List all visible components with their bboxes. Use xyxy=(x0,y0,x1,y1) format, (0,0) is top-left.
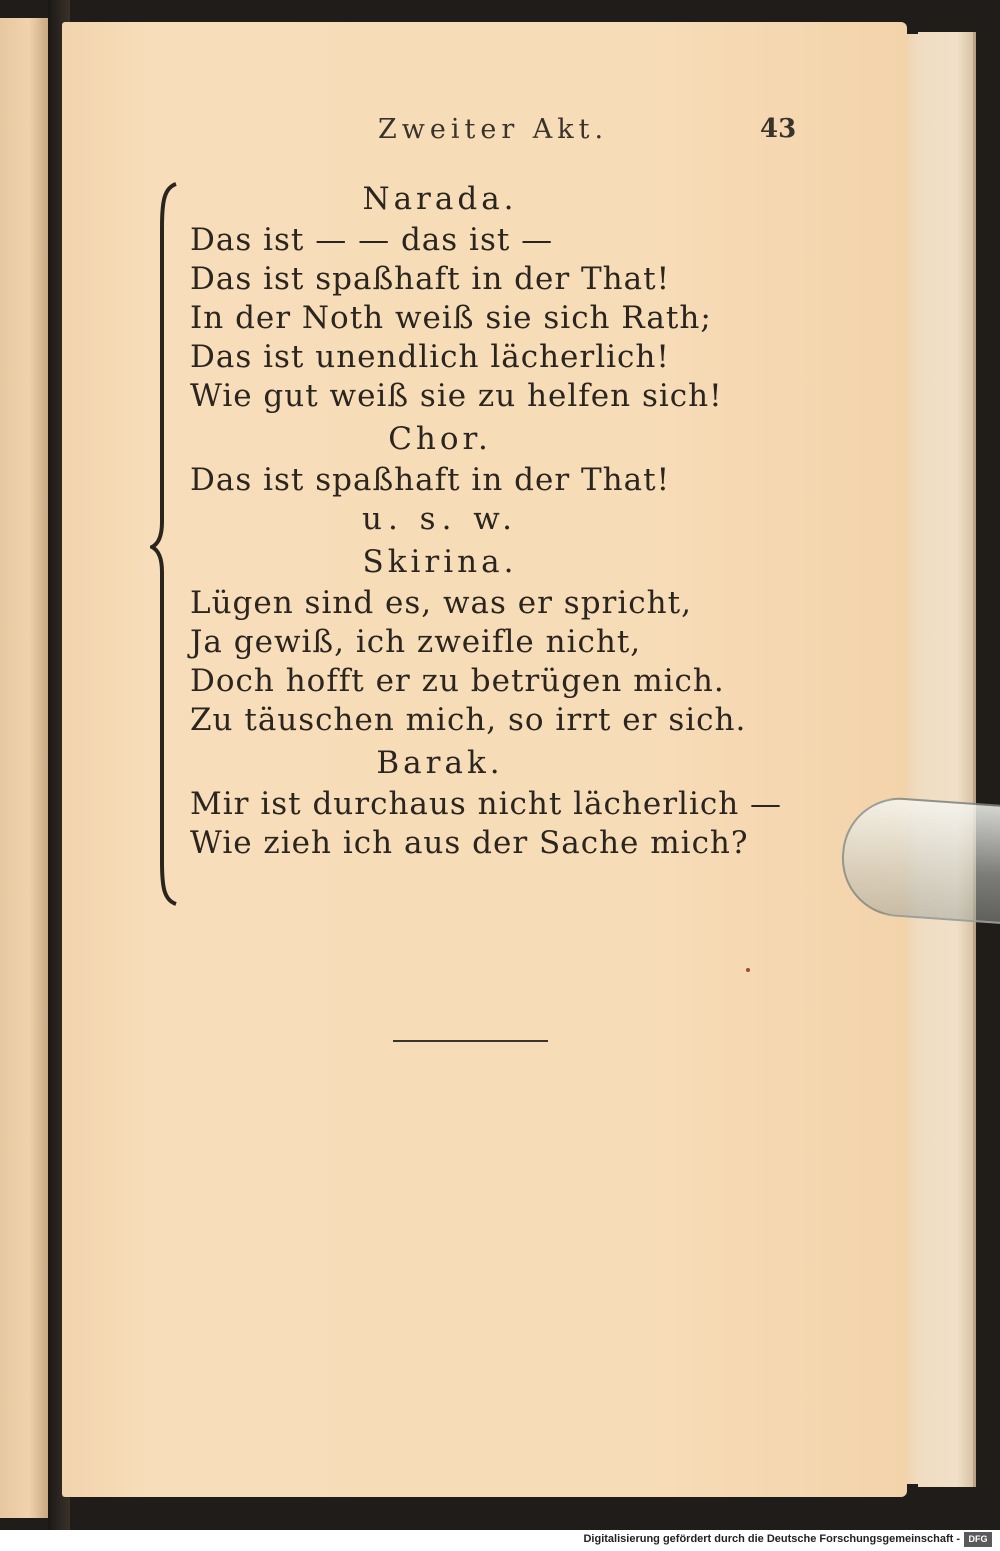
verse-line: Das ist — — das ist — xyxy=(190,222,554,258)
speaker-name: Barak. xyxy=(376,745,504,781)
speaker-name: Skirina. xyxy=(362,544,518,580)
verse-line: Ja gewiß, ich zweifle nicht, xyxy=(190,624,642,660)
curly-brace xyxy=(150,182,180,907)
speaker-name: Chor. xyxy=(388,421,492,457)
page-number: 43 xyxy=(760,114,797,144)
verse-line: Das ist spaßhaft in der That! xyxy=(190,261,671,297)
verse-line: Doch hofft er zu betrügen mich. xyxy=(190,663,725,699)
dfg-logo-icon: DFG xyxy=(964,1532,992,1547)
section-end-rule xyxy=(393,1040,548,1042)
verse-line: Lügen sind es, was er spricht, xyxy=(190,585,692,621)
verse-line: Wie gut weiß sie zu helfen sich! xyxy=(190,378,723,414)
digitization-credit: Digitalisierung gefördert durch die Deutsche Forschungsgemeinschaft - xyxy=(583,1533,960,1545)
running-title: Zweiter Akt. xyxy=(378,114,609,145)
back-page-edge xyxy=(918,32,976,1487)
left-page-edge xyxy=(0,18,48,1518)
verse-line: Das ist unendlich lächerlich! xyxy=(190,339,670,375)
speaker-name: Narada. xyxy=(362,181,518,217)
dialogue-block xyxy=(190,176,783,863)
verse-line: Zu täuschen mich, so irrt er sich. xyxy=(190,702,747,738)
ink-speck xyxy=(746,968,750,972)
verse-line: Wie zieh ich aus der Sache mich? xyxy=(190,825,749,861)
etc-abbreviation: u. s. w. xyxy=(361,501,518,537)
verse-line: Mir ist durchaus nicht lächerlich — xyxy=(190,786,783,822)
verse-line: In der Noth weiß sie sich Rath; xyxy=(190,300,712,336)
verse-line: Das ist spaßhaft in der That! xyxy=(190,462,671,498)
